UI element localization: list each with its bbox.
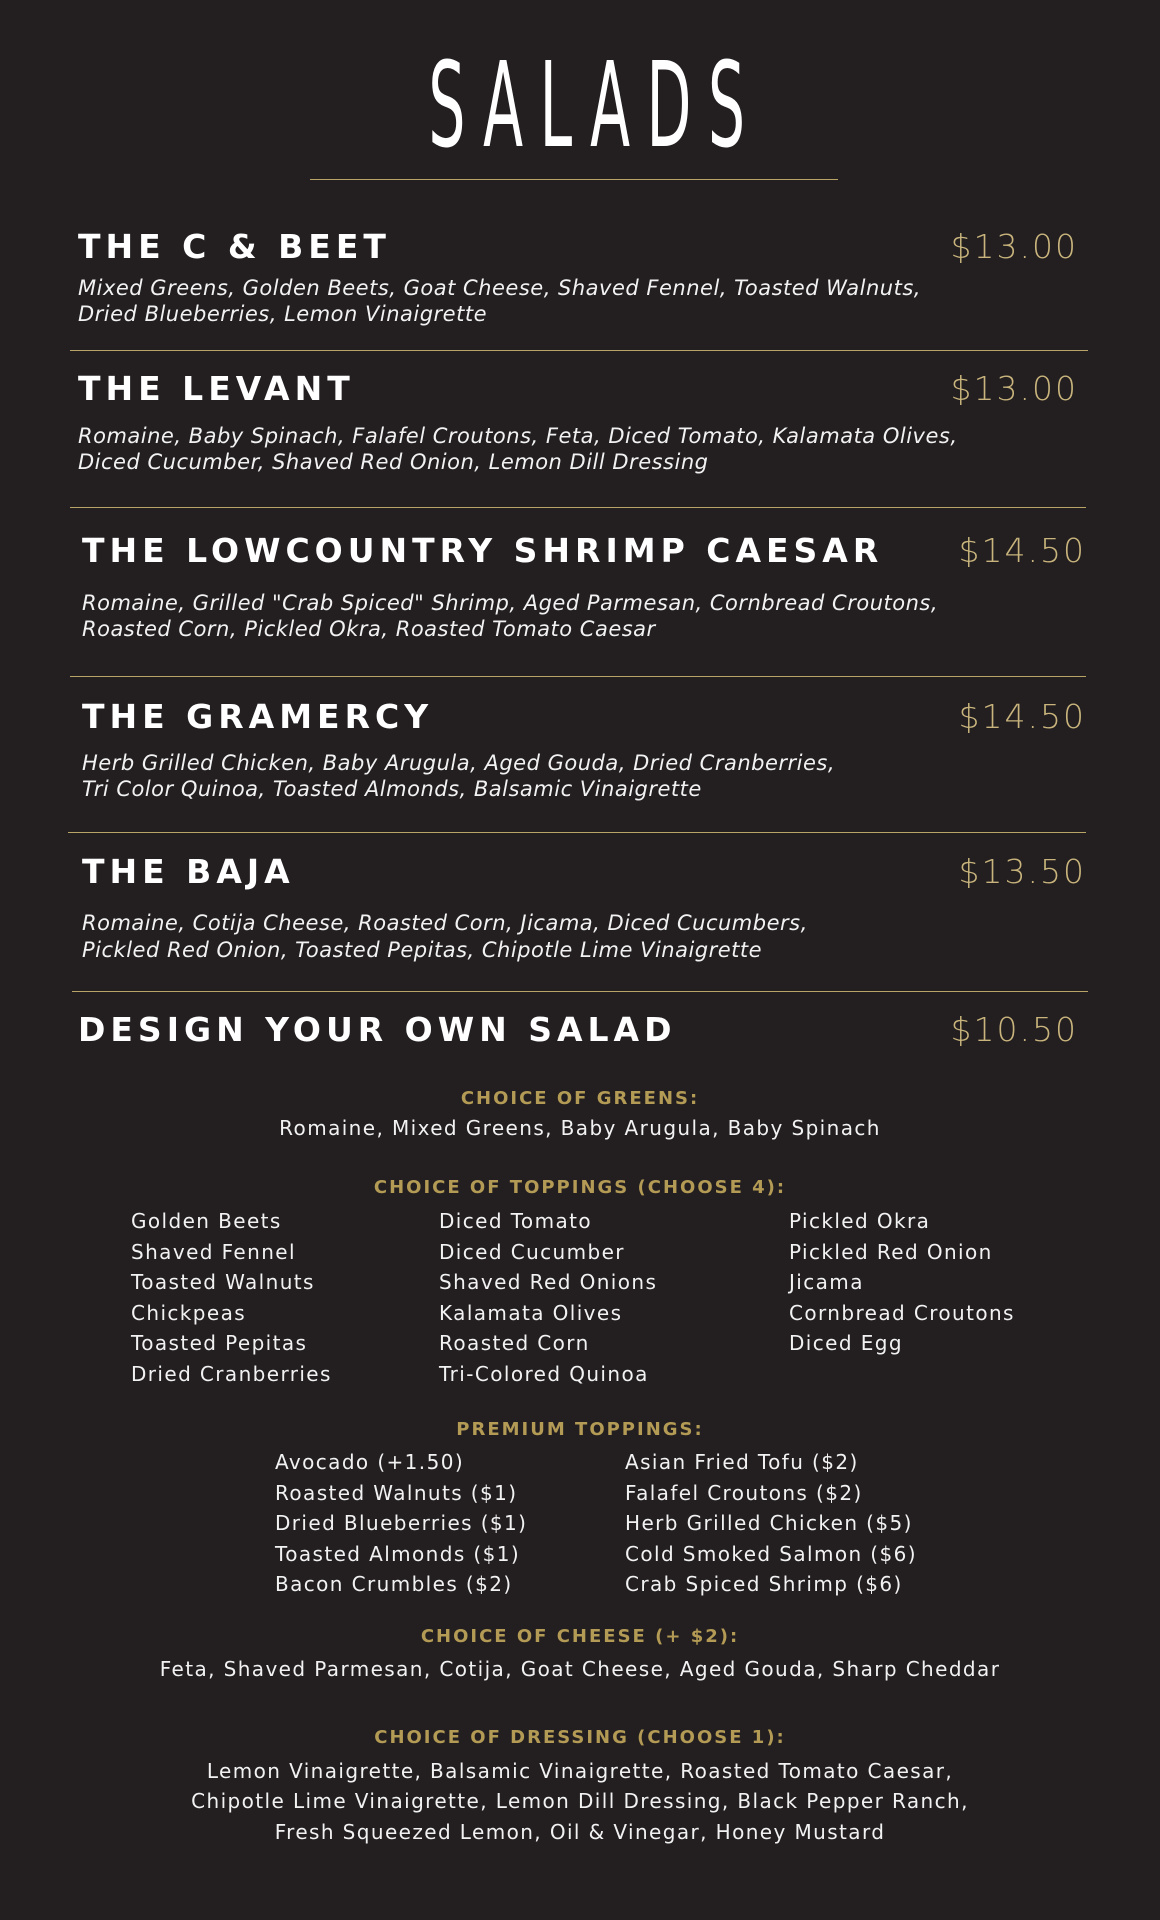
item-desc-line: Herb Grilled Chicken, Baby Arugula, Aged Gouda, Dried Cranberries,: [82, 751, 836, 775]
premium-option: Toasted Almonds ($1): [275, 1541, 521, 1566]
item-price: $14.50: [958, 531, 1086, 570]
cheese-heading: CHOICE OF CHEESE (+ $2):: [420, 1626, 740, 1647]
item-desc-line: Romaine, Baby Spinach, Falafel Croutons, Feta, Diced Tomato, Kalamata Olives,: [78, 424, 958, 448]
greens-heading: CHOICE OF GREENS:: [460, 1088, 700, 1109]
dressing-line: Lemon Vinaigrette, Balsamic Vinaigrette, Roasted Tomato Caesar,: [206, 1759, 954, 1783]
item-name: THE GRAMERCY: [82, 697, 434, 736]
item-desc-line: Pickled Red Onion, Toasted Pepitas, Chipotle Lime Vinaigrette: [82, 938, 763, 962]
item-divider: [70, 676, 1086, 677]
item-desc-line: Tri Color Quinoa, Toasted Almonds, Balsamic Vinaigrette: [82, 777, 702, 801]
item-desc-line: Roasted Corn, Pickled Okra, Roasted Tomato Caesar: [82, 617, 656, 641]
toppings-column: [439, 1206, 657, 1389]
item-desc-line: Dried Blueberries, Lemon Vinaigrette: [78, 302, 487, 326]
item-name: THE C & BEET: [78, 227, 391, 266]
item-price: $14.50: [958, 697, 1086, 736]
topping-option: Dried Cranberries: [131, 1361, 332, 1386]
item-divider: [68, 832, 1086, 833]
item-divider: [70, 507, 1086, 508]
topping-option: Diced Cucumber: [439, 1239, 625, 1264]
premium-heading: PREMIUM TOPPINGS:: [456, 1419, 704, 1440]
dressing-line: Chipotle Lime Vinaigrette, Lemon Dill Dressing, Black Pepper Ranch,: [191, 1789, 969, 1813]
item-desc-line: Romaine, Grilled "Crab Spiced" Shrimp, Aged Parmesan, Cornbread Croutons,: [82, 591, 939, 615]
premium-option: Dried Blueberries ($1): [275, 1511, 528, 1535]
item-price: $13.00: [950, 369, 1078, 408]
item-price: $13.00: [950, 227, 1078, 266]
item-divider: [70, 350, 1088, 351]
dressing-line: Fresh Squeezed Lemon, Oil & Vinegar, Honey Mustard: [274, 1820, 886, 1844]
byo-price: $10.50: [950, 1010, 1078, 1049]
premium-column: [275, 1447, 527, 1600]
premium-option: Roasted Walnuts ($1): [275, 1480, 518, 1505]
page-title: SALADS: [428, 36, 762, 174]
topping-option: Diced Egg: [789, 1331, 903, 1355]
topping-option: Toasted Walnuts: [131, 1270, 315, 1294]
toppings-column: [789, 1206, 1015, 1359]
topping-option: Cornbread Croutons: [789, 1300, 1015, 1325]
topping-option: Diced Tomato: [439, 1209, 592, 1233]
premium-column: [625, 1447, 917, 1600]
premium-option: Avocado (+1.50): [275, 1450, 465, 1474]
premium-option: Falafel Croutons ($2): [625, 1480, 863, 1505]
premium-option: Crab Spiced Shrimp ($6): [625, 1572, 903, 1596]
premium-option: Asian Fried Tofu ($2): [625, 1450, 859, 1474]
premium-option: Cold Smoked Salmon ($6): [625, 1541, 917, 1566]
topping-option: Kalamata Olives: [439, 1300, 623, 1325]
toppings-heading: CHOICE OF TOPPINGS (CHOOSE 4):: [373, 1177, 787, 1198]
topping-option: Golden Beets: [131, 1209, 282, 1233]
topping-option: Chickpeas: [131, 1300, 247, 1325]
item-name: THE LEVANT: [78, 369, 355, 408]
topping-option: Roasted Corn: [439, 1331, 590, 1355]
item-desc-line: Romaine, Cotija Cheese, Roasted Corn, Jicama, Diced Cucumbers,: [82, 911, 808, 935]
item-divider: [72, 991, 1088, 992]
premium-option: Bacon Crumbles ($2): [275, 1572, 513, 1596]
topping-option: Tri-Colored Quinoa: [439, 1361, 649, 1386]
cheese-list: Feta, Shaved Parmesan, Cotija, Goat Cheese, Aged Gouda, Sharp Cheddar: [159, 1657, 1001, 1681]
item-price: $13.50: [958, 852, 1086, 891]
topping-option: Toasted Pepitas: [131, 1331, 308, 1355]
byo-name: DESIGN YOUR OWN SALAD: [78, 1010, 677, 1049]
item-desc-line: Mixed Greens, Golden Beets, Goat Cheese, Shaved Fennel, Toasted Walnuts,: [78, 276, 921, 300]
toppings-column: [131, 1206, 332, 1389]
topping-option: Shaved Red Onions: [439, 1270, 658, 1294]
topping-option: Pickled Red Onion: [789, 1239, 993, 1264]
dressing-heading: CHOICE OF DRESSING (CHOOSE 1):: [374, 1727, 786, 1748]
item-name: THE LOWCOUNTRY SHRIMP CAESAR: [82, 531, 884, 570]
topping-option: Jicama: [789, 1270, 864, 1294]
item-desc-line: Diced Cucumber, Shaved Red Onion, Lemon Dill Dressing: [78, 450, 709, 474]
topping-option: Pickled Okra: [789, 1209, 931, 1233]
item-name: THE BAJA: [82, 852, 295, 891]
premium-option: Herb Grilled Chicken ($5): [625, 1511, 913, 1535]
greens-list: Romaine, Mixed Greens, Baby Arugula, Baby Spinach: [279, 1116, 881, 1140]
topping-option: Shaved Fennel: [131, 1239, 296, 1264]
title-divider: [310, 179, 838, 180]
